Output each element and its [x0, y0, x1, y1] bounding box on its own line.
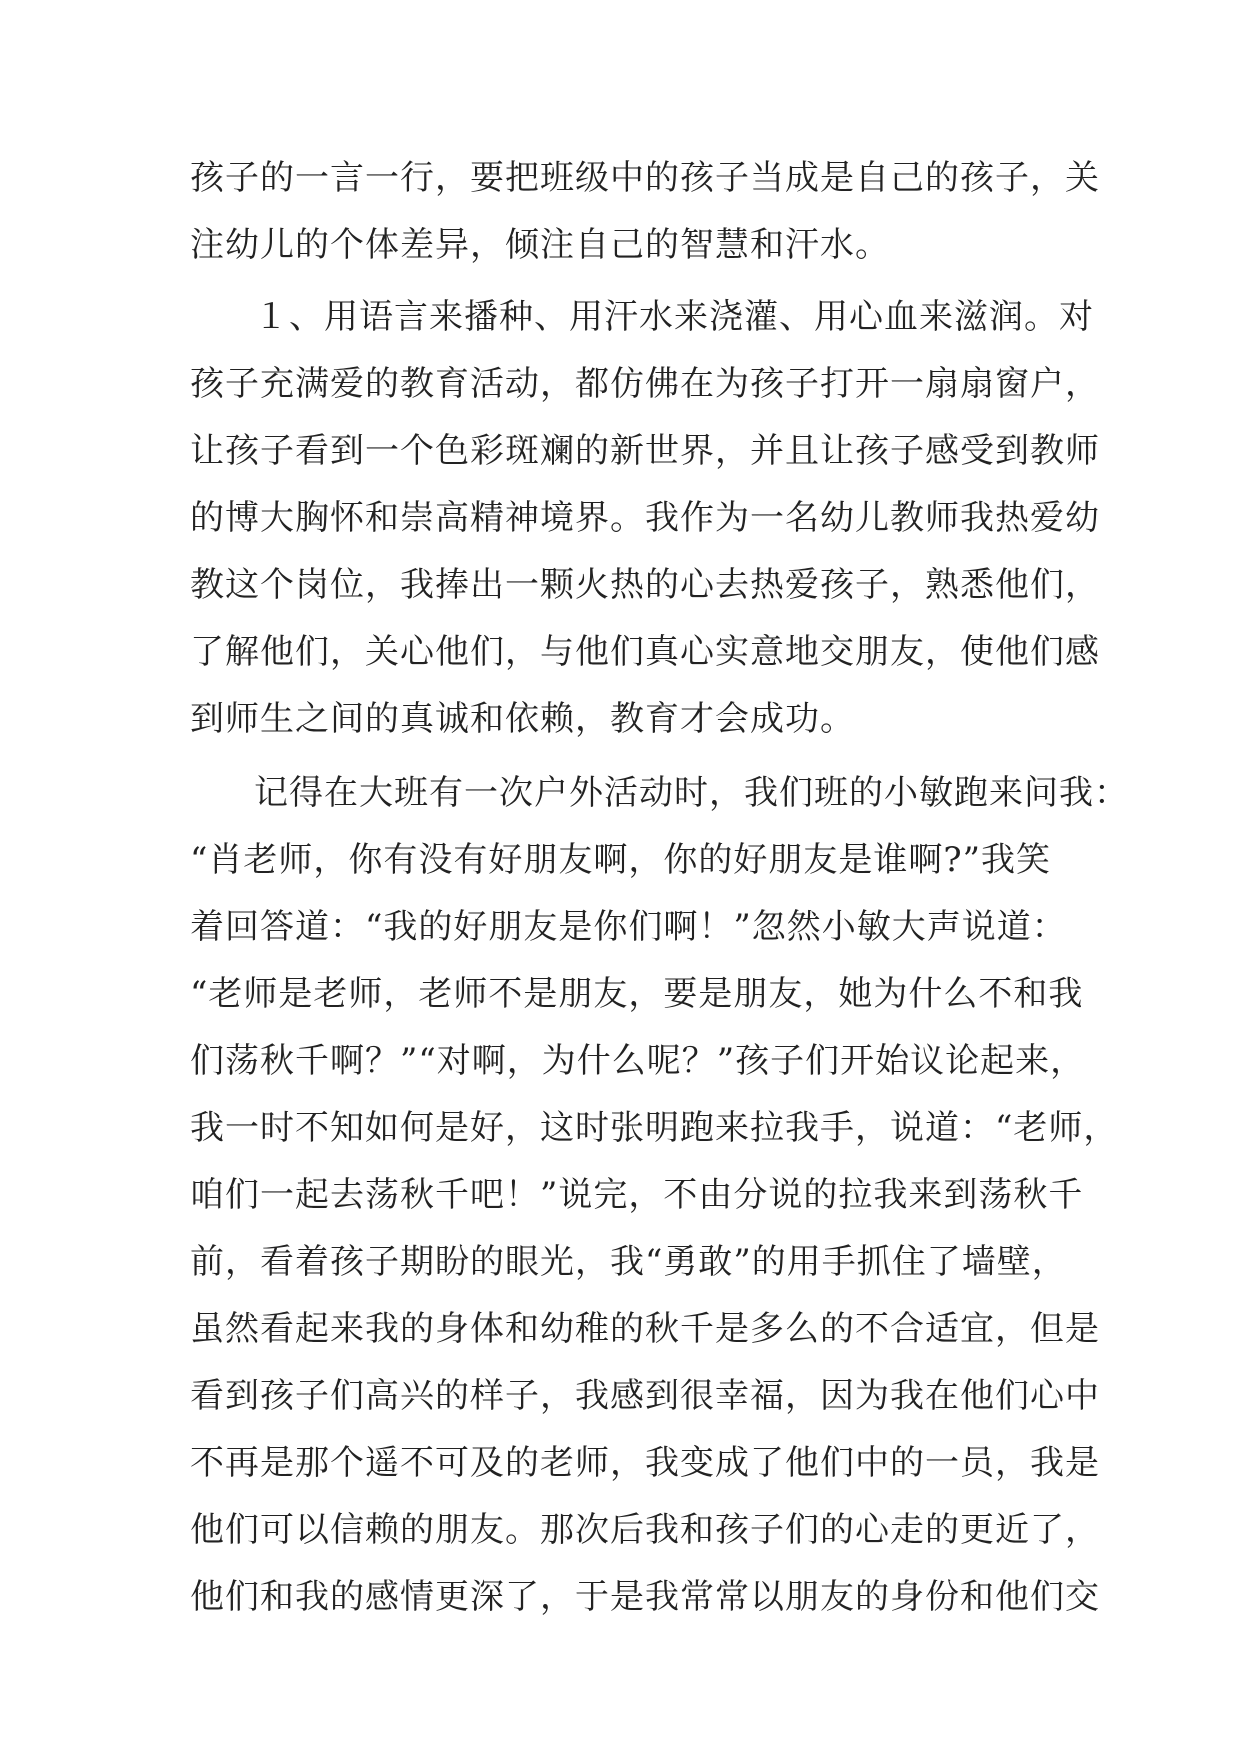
text-line: 前，看着孩子期盼的眼光，我“勇敢”的用手抓住了墙壁， [190, 1242, 1067, 1282]
text-line: 不再是那个遥不可及的老师，我变成了他们中的一员，我是 [190, 1443, 1100, 1483]
text-line: 他们和我的感情更深了，于是我常常以朋友的身份和他们交 [190, 1577, 1100, 1617]
text-line: 了解他们，关心他们，与他们真心实意地交朋友，使他们感 [190, 632, 1100, 672]
text-line: 记得在大班有一次户外活动时，我们班的小敏跑来问我： [254, 773, 1129, 813]
document-body [190, 145, 1129, 1631]
paragraph-3 [190, 760, 1129, 1631]
text-line: 孩子的一言一行，要把班级中的孩子当成是自己的孩子，关 [190, 158, 1100, 198]
text-line: 的博大胸怀和崇高精神境界。我作为一名幼儿教师我热爱幼 [190, 498, 1100, 538]
text-line: 们荡秋千啊？”“对啊，为什么呢？”孩子们开始议论起来， [190, 1041, 1086, 1081]
text-line: １、用语言来播种、用汗水来浇灌、用心血来滋润。对 [254, 297, 1094, 337]
paragraph-1 [190, 145, 1100, 279]
text-line: 教这个岗位，我捧出一颗火热的心去热爱孩子，熟悉他们， [190, 565, 1100, 605]
text-line: 虽然看起来我的身体和幼稚的秋千是多么的不合适宜，但是 [190, 1309, 1100, 1349]
text-line: 孩子充满爱的教育活动，都仿佛在为孩子打开一扇扇窗户， [190, 364, 1100, 404]
text-line: 他们可以信赖的朋友。那次后我和孩子们的心走的更近了， [190, 1510, 1100, 1550]
text-line: 着回答道：“我的好朋友是你们啊！”忽然小敏大声说道： [190, 907, 1067, 947]
text-line: 到师生之间的真诚和依赖，教育才会成功。 [190, 699, 855, 739]
text-line: 我一时不知如何是好，这时张明跑来拉我手，说道：“老师， [190, 1108, 1119, 1148]
text-line: 看到孩子们高兴的样子，我感到很幸福，因为我在他们心中 [190, 1376, 1100, 1416]
text-line: 注幼儿的个体差异，倾注自己的智慧和汗水。 [190, 225, 890, 265]
text-line: 咱们一起去荡秋千吧！”说完，不由分说的拉我来到荡秋千 [190, 1175, 1084, 1215]
text-line: “肖老师，你有没有好朋友啊，你的好朋友是谁啊?”我笑 [190, 840, 1051, 880]
paragraph-2 [190, 284, 1100, 753]
text-line: 让孩子看到一个色彩斑斓的新世界，并且让孩子感受到教师 [190, 431, 1100, 471]
text-line: “老师是老师，老师不是朋友，要是朋友，她为什么不和我 [190, 974, 1084, 1014]
